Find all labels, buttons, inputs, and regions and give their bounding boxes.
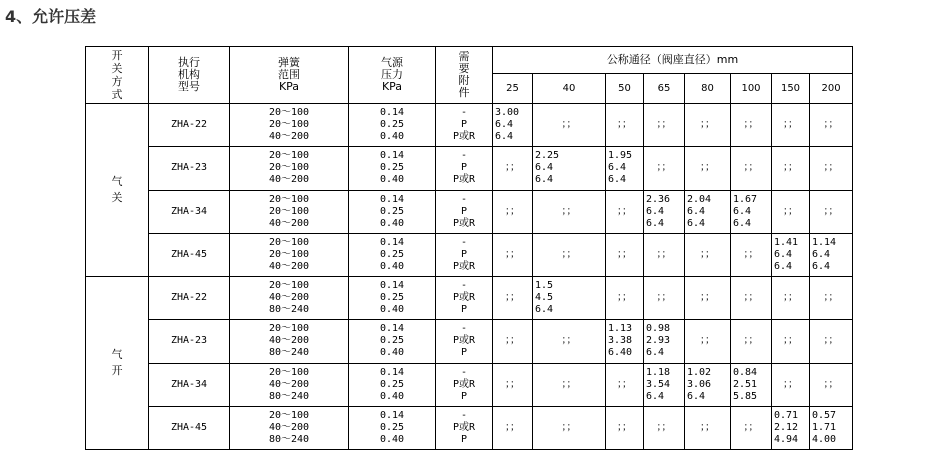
pressure-diff-cell: ；； [533,406,606,449]
header-dn-100: 100 [731,74,772,104]
pressure-diff-cell: ；； [644,406,685,449]
header-attachment: 需 要 附 件 [436,47,493,104]
table-row [86,277,853,320]
pressure-diff-cell: ；； [533,233,606,276]
pressure-diff-cell: ；； [685,233,731,276]
pressure-diff-cell: ；； [772,190,810,233]
pressure-diff-cell: 1.41 6.4 6.4 [772,233,810,276]
pressure-diff-cell: ；； [685,277,731,320]
table-row [86,190,853,233]
mode-cell: 气 开 [86,277,149,450]
pressure-diff-cell: ；； [772,320,810,363]
header-dn-40: 40 [533,74,606,104]
pressure-diff-cell: 1.13 3.38 6.40 [606,320,644,363]
pressure-diff-cell: ；； [493,406,533,449]
pressure-diff-cell: ；； [644,147,685,190]
pressure-diff-cell: ；； [644,277,685,320]
model-cell: ZHA-34 [149,363,230,406]
pressure-diff-cell: ；； [810,190,853,233]
attachment-cell: - P P或R [436,190,493,233]
table-row [86,104,853,147]
table-row [86,320,853,363]
spring-range-cell: 20～100 20～100 40～200 [230,104,349,147]
pressure-table [85,46,853,450]
header-dn-80: 80 [685,74,731,104]
air-pressure-cell: 0.14 0.25 0.40 [349,277,436,320]
pressure-diff-cell: 0.57 1.71 4.00 [810,406,853,449]
pressure-diff-cell: ；； [533,320,606,363]
pressure-diff-cell: ；； [731,406,772,449]
pressure-diff-cell: 1.95 6.4 6.4 [606,147,644,190]
pressure-diff-cell: ；； [772,363,810,406]
pressure-diff-cell: ；； [606,190,644,233]
section-title: 4、允许压差 [5,7,97,26]
pressure-diff-cell: ；； [731,320,772,363]
header-mode: 开 关 方 式 [86,47,149,104]
pressure-diff-cell: ；； [810,363,853,406]
pressure-diff-cell: ；； [810,104,853,147]
pressure-diff-cell: ；； [606,406,644,449]
pressure-diff-cell: 2.25 6.4 6.4 [533,147,606,190]
pressure-diff-cell: ；； [731,147,772,190]
header-dn-65: 65 [644,74,685,104]
pressure-diff-cell: 2.04 6.4 6.4 [685,190,731,233]
model-cell: ZHA-23 [149,320,230,363]
spring-range-cell: 20～100 40～200 80～240 [230,363,349,406]
pressure-diff-cell: ；； [644,233,685,276]
pressure-diff-cell: ；； [772,147,810,190]
table-row [86,363,853,406]
pressure-diff-cell: ；； [731,277,772,320]
pressure-diff-cell: ；； [533,363,606,406]
table-row [86,406,853,449]
header-spring-range: 弹簧 范围 KPa [230,47,349,104]
pressure-diff-cell: ；； [493,320,533,363]
air-pressure-cell: 0.14 0.25 0.40 [349,233,436,276]
pressure-diff-cell: ；； [731,104,772,147]
pressure-diff-cell: ；； [493,147,533,190]
table-row [86,233,853,276]
header-dn-200: 200 [810,74,853,104]
pressure-diff-cell: ；； [772,277,810,320]
pressure-diff-cell: ；； [493,363,533,406]
attachment-cell: - P或R P [436,277,493,320]
pressure-diff-cell: ；； [810,320,853,363]
spring-range-cell: 20～100 40～200 80～240 [230,406,349,449]
attachment-cell: - P或R P [436,406,493,449]
attachment-cell: - P P或R [436,233,493,276]
pressure-diff-cell: 1.5 4.5 6.4 [533,277,606,320]
pressure-diff-cell: ；； [606,363,644,406]
pressure-diff-cell: 0.84 2.51 5.85 [731,363,772,406]
spring-range-cell: 20～100 20～100 40～200 [230,233,349,276]
air-pressure-cell: 0.14 0.25 0.40 [349,147,436,190]
pressure-diff-cell: ；； [772,104,810,147]
spring-range-cell: 20～100 40～200 80～240 [230,277,349,320]
pressure-diff-cell: ；； [493,190,533,233]
mode-cell: 气 关 [86,104,149,277]
header-model: 执行 机构 型号 [149,47,230,104]
pressure-diff-cell: ；； [493,277,533,320]
header-air-pressure: 气源 压力 KPa [349,47,436,104]
pressure-diff-cell: ；； [685,406,731,449]
header-dn-50: 50 [606,74,644,104]
pressure-diff-cell: ；； [606,233,644,276]
pressure-diff-cell: 3.00 6.4 6.4 [493,104,533,147]
pressure-diff-cell: ；； [493,233,533,276]
air-pressure-cell: 0.14 0.25 0.40 [349,104,436,147]
pressure-diff-cell: 2.36 6.4 6.4 [644,190,685,233]
air-pressure-cell: 0.14 0.25 0.40 [349,406,436,449]
table-row [86,147,853,190]
pressure-diff-cell: ；； [533,104,606,147]
pressure-diff-cell: 1.14 6.4 6.4 [810,233,853,276]
spring-range-cell: 20～100 20～100 40～200 [230,190,349,233]
model-cell: ZHA-23 [149,147,230,190]
attachment-cell: - P或R P [436,320,493,363]
attachment-cell: - P P或R [436,104,493,147]
pressure-diff-cell: ；； [810,277,853,320]
table-body [86,104,853,450]
air-pressure-cell: 0.14 0.25 0.40 [349,190,436,233]
model-cell: ZHA-45 [149,406,230,449]
pressure-diff-cell: 1.02 3.06 6.4 [685,363,731,406]
pressure-diff-cell: 1.18 3.54 6.4 [644,363,685,406]
pressure-diff-cell: 1.67 6.4 6.4 [731,190,772,233]
spring-range-cell: 20～100 20～100 40～200 [230,147,349,190]
attachment-cell: - P或R P [436,363,493,406]
header-dn-25: 25 [493,74,533,104]
model-cell: ZHA-22 [149,277,230,320]
pressure-diff-cell: ；； [810,147,853,190]
pressure-diff-cell: ；； [685,104,731,147]
attachment-cell: - P P或R [436,147,493,190]
pressure-diff-cell: ；； [533,190,606,233]
pressure-diff-cell: 0.71 2.12 4.94 [772,406,810,449]
header-nominal-diameter: 公称通径（阀座直径）mm [493,47,853,74]
pressure-diff-cell: ；； [731,233,772,276]
model-cell: ZHA-45 [149,233,230,276]
pressure-diff-cell: 0.98 2.93 6.4 [644,320,685,363]
pressure-diff-cell: ；； [685,320,731,363]
model-cell: ZHA-34 [149,190,230,233]
model-cell: ZHA-22 [149,104,230,147]
air-pressure-cell: 0.14 0.25 0.40 [349,363,436,406]
pressure-diff-cell: ；； [685,147,731,190]
header-dn-150: 150 [772,74,810,104]
spring-range-cell: 20～100 40～200 80～240 [230,320,349,363]
air-pressure-cell: 0.14 0.25 0.40 [349,320,436,363]
pressure-diff-cell: ；； [606,277,644,320]
pressure-diff-cell: ；； [606,104,644,147]
pressure-diff-cell: ；； [644,104,685,147]
